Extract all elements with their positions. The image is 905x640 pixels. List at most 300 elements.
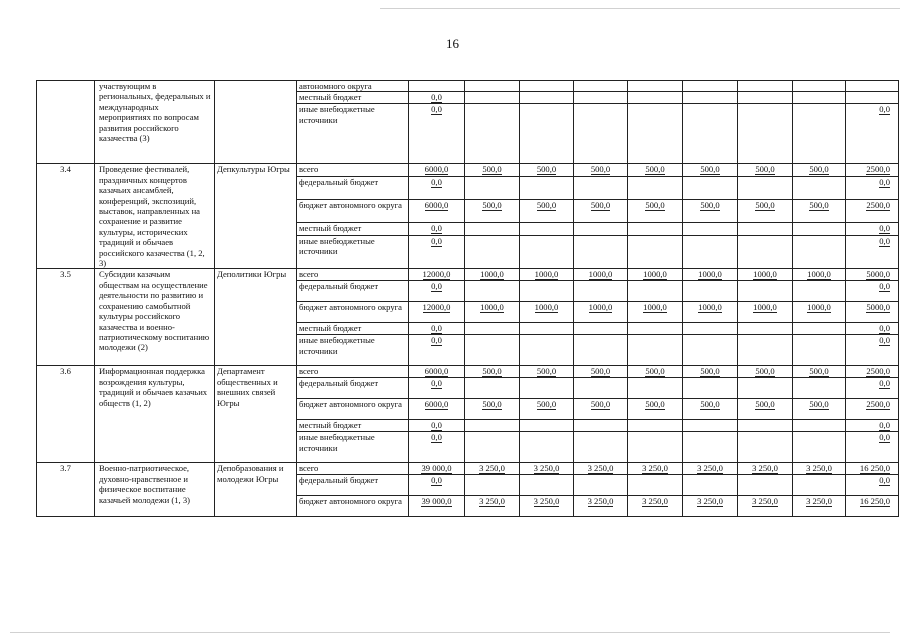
value-cell (520, 496, 574, 517)
value-cell (793, 104, 846, 164)
value-cell (409, 222, 465, 235)
value-cell (465, 302, 520, 323)
value-text: 3 250,0 (533, 496, 560, 507)
value-cell (465, 177, 520, 200)
value-cell (465, 463, 520, 475)
value-text: 500,0 (755, 399, 775, 410)
source-cell: иные внебюджетные источники (297, 235, 409, 269)
source-cell: федеральный бюджет (297, 281, 409, 302)
value-cell (738, 177, 793, 200)
value-text: 0,0 (879, 222, 890, 233)
value-cell (409, 92, 465, 104)
value-cell (683, 104, 738, 164)
value-cell (465, 92, 520, 104)
value-cell (574, 463, 628, 475)
value-cell (574, 302, 628, 323)
source-cell: федеральный бюджет (297, 177, 409, 200)
value-text: 500,0 (755, 366, 775, 377)
value-cell (465, 475, 520, 496)
value-cell (520, 235, 574, 269)
row-number-cell: 3.7 (37, 463, 95, 517)
value-cell (465, 164, 520, 177)
value-cell (520, 399, 574, 420)
source-cell: местный бюджет (297, 222, 409, 235)
value-text: 500,0 (590, 200, 611, 211)
executor-cell (215, 81, 297, 164)
value-text: 1000,0 (480, 302, 504, 313)
total-cell (846, 432, 899, 463)
value-text: 0,0 (879, 235, 890, 246)
value-cell (738, 302, 793, 323)
value-text: 500,0 (809, 200, 829, 211)
table-row (37, 269, 899, 281)
value-text: 500,0 (590, 366, 611, 377)
value-cell (409, 432, 465, 463)
source-cell: бюджет автономного округа (297, 302, 409, 323)
value-text: 500,0 (590, 164, 611, 175)
value-cell (738, 81, 793, 92)
value-text: 6000,0 (424, 366, 449, 377)
value-text: 3 250,0 (587, 463, 614, 474)
value-cell (409, 200, 465, 223)
value-cell (628, 420, 683, 432)
value-cell (683, 281, 738, 302)
budget-table (36, 80, 899, 517)
value-cell (628, 323, 683, 335)
value-cell (520, 177, 574, 200)
row-number-cell: 3.6 (37, 366, 95, 463)
value-cell (738, 92, 793, 104)
value-cell (465, 269, 520, 281)
value-cell (683, 222, 738, 235)
value-text: 500,0 (700, 164, 720, 175)
value-text: 3 250,0 (752, 496, 778, 507)
value-text: 1000,0 (588, 302, 613, 313)
source-cell: бюджет автономного округа (297, 399, 409, 420)
value-cell (409, 399, 465, 420)
table-row (37, 366, 899, 378)
value-cell (628, 235, 683, 269)
value-cell (683, 366, 738, 378)
value-text: 1000,0 (753, 269, 777, 280)
value-text: 3 250,0 (697, 463, 723, 474)
value-text: 6000,0 (424, 399, 449, 410)
value-text: 500,0 (645, 366, 665, 377)
total-cell (846, 496, 899, 517)
source-cell: бюджет автономного округа (297, 496, 409, 517)
value-text: 6000,0 (424, 200, 449, 211)
value-cell (683, 164, 738, 177)
value-cell (520, 81, 574, 92)
source-cell: местный бюджет (297, 323, 409, 335)
source-cell: всего (297, 366, 409, 378)
value-text: 0,0 (879, 475, 890, 486)
value-cell (793, 420, 846, 432)
value-cell (793, 302, 846, 323)
value-cell (683, 432, 738, 463)
value-cell (628, 200, 683, 223)
value-text: 0,0 (431, 335, 442, 346)
value-cell (409, 281, 465, 302)
value-cell (409, 164, 465, 177)
value-text: 5000,0 (866, 302, 890, 313)
value-cell (738, 366, 793, 378)
value-text: 1000,0 (534, 302, 559, 313)
value-cell (520, 420, 574, 432)
total-cell (846, 164, 899, 177)
value-cell (520, 432, 574, 463)
value-cell (520, 222, 574, 235)
value-cell (574, 281, 628, 302)
value-text: 3 250,0 (479, 463, 505, 474)
value-cell (409, 269, 465, 281)
value-cell (520, 269, 574, 281)
value-text: 500,0 (536, 200, 557, 211)
value-cell (738, 399, 793, 420)
value-cell (683, 463, 738, 475)
value-cell (628, 378, 683, 399)
value-cell (465, 81, 520, 92)
value-text: 500,0 (482, 399, 502, 410)
value-cell (574, 81, 628, 92)
value-cell (628, 281, 683, 302)
value-cell (738, 496, 793, 517)
value-cell (520, 475, 574, 496)
table-row (37, 164, 899, 177)
value-cell (793, 463, 846, 475)
value-cell (574, 177, 628, 200)
value-text: 0,0 (431, 235, 442, 246)
value-cell (793, 200, 846, 223)
value-cell (793, 475, 846, 496)
value-text: 500,0 (700, 200, 720, 211)
total-cell (846, 475, 899, 496)
value-text: 0,0 (431, 281, 442, 292)
value-cell (409, 323, 465, 335)
value-cell (520, 323, 574, 335)
value-cell (793, 269, 846, 281)
value-text: 39 000,0 (421, 463, 452, 474)
row-number-cell: 3.5 (37, 269, 95, 366)
value-cell (574, 420, 628, 432)
total-cell (846, 177, 899, 200)
value-text: 5000,0 (866, 269, 890, 280)
source-cell: всего (297, 463, 409, 475)
total-cell (846, 81, 899, 92)
value-cell (738, 475, 793, 496)
value-cell (409, 177, 465, 200)
executor-cell: Депобразования и молодежи Югры (215, 463, 297, 517)
value-cell (683, 399, 738, 420)
value-cell (738, 420, 793, 432)
value-text: 500,0 (809, 399, 829, 410)
value-text: 0,0 (431, 104, 442, 115)
value-cell (409, 81, 465, 92)
value-cell (520, 281, 574, 302)
value-text: 1000,0 (588, 269, 613, 280)
value-text: 2500,0 (866, 366, 890, 377)
value-text: 500,0 (482, 200, 502, 211)
value-cell (628, 399, 683, 420)
row-name-cell: Субсидии казачьим обществам на осуществление деятельности по развитию и сохранению самобытной культуры российского казачества и военно-патриотическому воспитанию молодежи (2) (95, 269, 215, 366)
value-text: 1000,0 (807, 302, 831, 313)
row-number-cell: 3.4 (37, 164, 95, 269)
value-cell (574, 222, 628, 235)
value-text: 1000,0 (480, 269, 504, 280)
source-cell: местный бюджет (297, 420, 409, 432)
value-cell (574, 496, 628, 517)
value-text: 0,0 (879, 378, 890, 389)
value-cell (465, 399, 520, 420)
value-cell (574, 323, 628, 335)
value-cell (683, 81, 738, 92)
value-text: 500,0 (590, 399, 611, 410)
total-cell (846, 281, 899, 302)
value-cell (574, 399, 628, 420)
value-text: 3 250,0 (642, 496, 668, 507)
value-cell (683, 269, 738, 281)
source-cell: автономного округа (297, 81, 409, 92)
value-text: 3 250,0 (587, 496, 614, 507)
row-name-cell: Военно-патриотическое, духовно-нравственное и физическое воспитание казачьей молодежи (1, 3) (95, 463, 215, 517)
value-text: 0,0 (431, 475, 442, 486)
row-number-cell (37, 81, 95, 164)
value-text: 500,0 (700, 399, 720, 410)
value-cell (465, 366, 520, 378)
value-text: 500,0 (536, 399, 557, 410)
value-cell (793, 399, 846, 420)
value-cell (628, 164, 683, 177)
value-text: 3 250,0 (479, 496, 505, 507)
value-cell (409, 366, 465, 378)
value-text: 500,0 (645, 164, 665, 175)
total-cell (846, 399, 899, 420)
value-cell (465, 200, 520, 223)
executor-cell: Депкультуры Югры (215, 164, 297, 269)
row-name-cell: участвующим в региональных, федеральных и международных мероприятиях по вопросам развития российского казачества (3) (95, 81, 215, 164)
value-text: 3 250,0 (533, 463, 560, 474)
value-cell (574, 269, 628, 281)
value-cell (683, 420, 738, 432)
value-cell (520, 164, 574, 177)
value-cell (793, 366, 846, 378)
value-text: 500,0 (536, 366, 557, 377)
value-cell (409, 420, 465, 432)
value-text: 0,0 (431, 420, 442, 431)
value-cell (738, 323, 793, 335)
value-cell (738, 378, 793, 399)
value-cell (574, 235, 628, 269)
value-cell (793, 323, 846, 335)
value-text: 1000,0 (753, 302, 777, 313)
value-cell (683, 475, 738, 496)
value-cell (683, 200, 738, 223)
value-cell (520, 366, 574, 378)
value-cell (409, 235, 465, 269)
value-cell (574, 432, 628, 463)
total-cell (846, 235, 899, 269)
value-cell (465, 222, 520, 235)
value-text: 0,0 (431, 323, 442, 334)
total-cell (846, 378, 899, 399)
value-cell (793, 164, 846, 177)
table-row (37, 81, 899, 92)
value-text: 0,0 (879, 281, 890, 292)
value-text: 39 000,0 (421, 496, 452, 507)
value-text: 6000,0 (424, 164, 449, 175)
value-cell (793, 378, 846, 399)
value-cell (628, 92, 683, 104)
total-cell (846, 92, 899, 104)
value-cell (520, 92, 574, 104)
value-text: 3 250,0 (697, 496, 723, 507)
value-text: 2500,0 (866, 200, 890, 211)
value-cell (793, 281, 846, 302)
value-text: 0,0 (431, 222, 442, 233)
row-name-cell: Проведение фестивалей, праздничных концертов казачьих ансамблей, конференций, экспозиций, выставок, направленных на сохранение и развитие культуры, исторических традиций и обычаев российского казачества (1, 2, 3) (95, 164, 215, 269)
value-cell (628, 335, 683, 366)
total-cell (846, 269, 899, 281)
value-cell (520, 104, 574, 164)
value-cell (683, 235, 738, 269)
total-cell (846, 200, 899, 223)
value-text: 3 250,0 (642, 463, 668, 474)
value-text: 1000,0 (698, 302, 722, 313)
value-cell (738, 164, 793, 177)
value-cell (409, 463, 465, 475)
total-cell (846, 222, 899, 235)
value-cell (683, 323, 738, 335)
value-text: 12000,0 (422, 269, 451, 280)
value-cell (793, 432, 846, 463)
value-text: 500,0 (482, 366, 502, 377)
value-text: 1000,0 (807, 269, 831, 280)
source-cell: иные внебюджетные источники (297, 432, 409, 463)
value-cell (628, 222, 683, 235)
value-cell (738, 432, 793, 463)
value-text: 0,0 (431, 432, 442, 443)
value-text: 3 250,0 (752, 463, 778, 474)
value-cell (465, 281, 520, 302)
value-cell (793, 235, 846, 269)
value-cell (793, 222, 846, 235)
value-cell (409, 496, 465, 517)
value-text: 0,0 (879, 335, 890, 346)
value-cell (683, 302, 738, 323)
value-cell (409, 378, 465, 399)
source-cell: иные внебюджетные источники (297, 335, 409, 366)
value-cell (409, 302, 465, 323)
value-cell (574, 335, 628, 366)
value-text: 500,0 (645, 399, 665, 410)
value-cell (520, 200, 574, 223)
value-text: 0,0 (431, 177, 442, 188)
value-text: 0,0 (879, 432, 890, 443)
value-cell (793, 335, 846, 366)
value-cell (409, 335, 465, 366)
value-cell (628, 269, 683, 281)
value-cell (520, 302, 574, 323)
value-text: 1000,0 (698, 269, 722, 280)
value-text: 500,0 (700, 366, 720, 377)
value-cell (465, 335, 520, 366)
value-cell (628, 81, 683, 92)
table-row (37, 463, 899, 475)
value-cell (409, 104, 465, 164)
value-text: 2500,0 (866, 164, 890, 175)
value-cell (628, 475, 683, 496)
value-cell (793, 92, 846, 104)
total-cell (846, 104, 899, 164)
value-cell (738, 235, 793, 269)
total-cell (846, 323, 899, 335)
value-text: 1000,0 (643, 302, 667, 313)
value-cell (628, 177, 683, 200)
value-text: 16 250,0 (859, 463, 890, 474)
row-name-cell: Информационная поддержка возрождения культуры, традиций и обычаев казачьих обществ (1, 2) (95, 366, 215, 463)
source-cell: федеральный бюджет (297, 378, 409, 399)
value-cell (738, 222, 793, 235)
executor-cell: Деполитики Югры (215, 269, 297, 366)
value-text: 1000,0 (643, 269, 667, 280)
value-cell (793, 496, 846, 517)
value-cell (465, 420, 520, 432)
value-cell (409, 475, 465, 496)
value-cell (520, 335, 574, 366)
value-text: 500,0 (482, 164, 502, 175)
value-text: 0,0 (431, 378, 442, 389)
value-cell (793, 177, 846, 200)
value-text: 500,0 (809, 366, 829, 377)
value-cell (628, 366, 683, 378)
value-text: 12000,0 (422, 302, 451, 313)
value-cell (793, 81, 846, 92)
value-text: 3 250,0 (806, 463, 832, 474)
value-cell (574, 366, 628, 378)
value-text: 500,0 (755, 164, 775, 175)
source-cell: иные внебюджетные источники (297, 104, 409, 164)
value-cell (574, 200, 628, 223)
value-cell (628, 496, 683, 517)
total-cell (846, 366, 899, 378)
total-cell (846, 420, 899, 432)
value-text: 0,0 (879, 104, 890, 115)
value-text: 16 250,0 (859, 496, 890, 507)
total-cell (846, 302, 899, 323)
value-cell (574, 378, 628, 399)
value-cell (574, 164, 628, 177)
page-number: 16 (446, 36, 459, 51)
value-cell (738, 269, 793, 281)
value-cell (683, 378, 738, 399)
value-cell (738, 281, 793, 302)
value-cell (738, 200, 793, 223)
value-cell (465, 496, 520, 517)
source-cell: всего (297, 269, 409, 281)
value-cell (574, 475, 628, 496)
value-text: 500,0 (645, 200, 665, 211)
executor-cell: Департамент общественных и внешних связей Югры (215, 366, 297, 463)
value-cell (683, 496, 738, 517)
value-cell (683, 177, 738, 200)
value-text: 0,0 (879, 323, 890, 334)
value-cell (628, 432, 683, 463)
value-cell (683, 335, 738, 366)
value-cell (628, 104, 683, 164)
value-cell (738, 463, 793, 475)
value-cell (465, 323, 520, 335)
value-cell (465, 378, 520, 399)
